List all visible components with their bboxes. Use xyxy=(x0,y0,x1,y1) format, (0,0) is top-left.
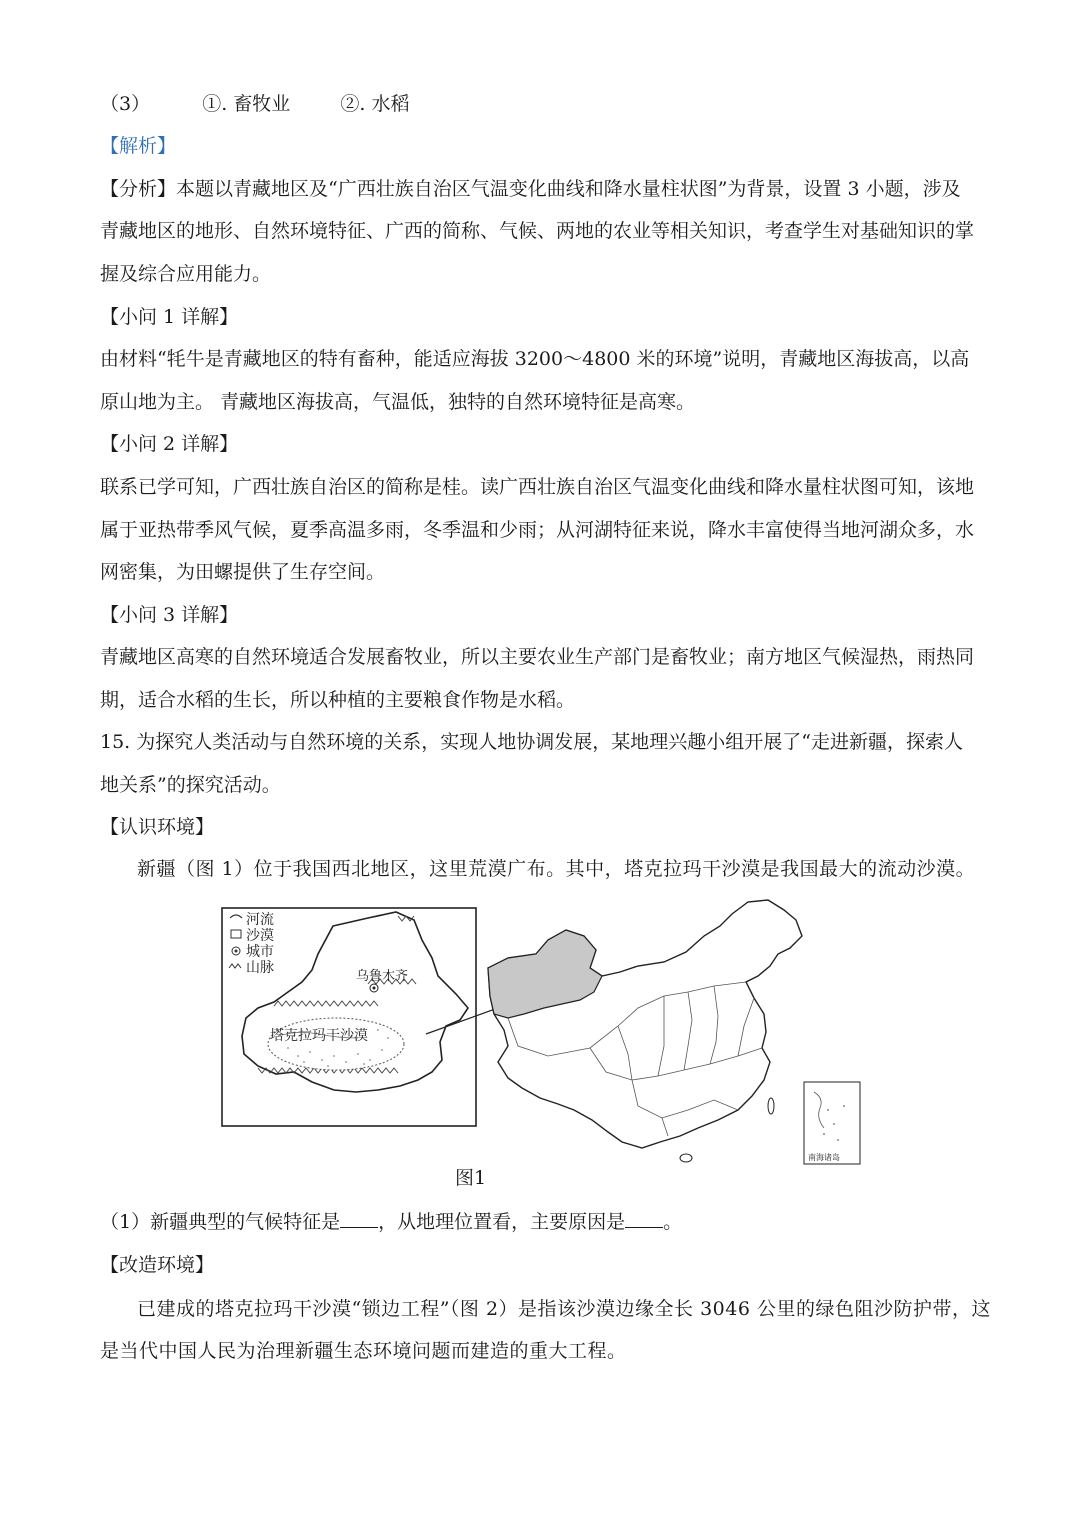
analysis-line-3: 握及综合应用能力。 xyxy=(100,263,272,285)
q1-line xyxy=(100,1209,980,1235)
city-label: 乌鲁木齐 xyxy=(356,968,409,983)
sub2-line-3: 网密集，为田螺提供了生存空间。 xyxy=(100,561,386,583)
q3-label: （3） xyxy=(100,93,151,115)
analysis-line-2: 青藏地区的地形、自然环境特征、广西的简称、气候、两地的农业等相关知识，考查学生对基础知识的掌 xyxy=(100,220,975,242)
sub3-line-1: 青藏地区高寒的自然环境适合发展畜牧业，所以主要农业生产部门是畜牧业；南方地区气候湿热，雨热同 xyxy=(100,646,975,668)
sub2-title: 【小问 2 详解】 xyxy=(100,433,239,455)
intro-paragraph: 新疆（图 1）位于我国西北地区，这里荒漠广布。其中，塔克拉玛干沙漠是我国最大的流动沙漠。 xyxy=(137,858,976,880)
q15-line-2: 地关系”的探究活动。 xyxy=(100,774,281,796)
taiwan-island xyxy=(768,1098,774,1114)
sub1-line-2: 原山地为主。 青藏地区海拔高，气温低，独特的自然环境特征是高寒。 xyxy=(100,391,696,413)
sub2-line-1: 联系已学可知，广西壮族自治区的简称是桂。读广西壮族自治区气温变化曲线和降水量柱状图可知，该地 xyxy=(100,476,975,498)
project-paragraph-2: 是当代中国人民为治理新疆生态环境问题而建造的重大工程。 xyxy=(100,1340,627,1362)
legend-mountain: 山脉 xyxy=(246,961,274,976)
legend-city: 城市 xyxy=(246,945,274,960)
section-change-env: 【改造环境】 xyxy=(100,1254,215,1276)
hainan-island xyxy=(680,1154,692,1162)
q1-part-3: 。 xyxy=(663,1211,683,1233)
project-paragraph-1: 已建成的塔克拉玛干沙漠“锁边工程”（图 2）是指该沙漠边缘全长 3046 公里的绿色阻沙防护带，这 xyxy=(137,1298,991,1320)
south-china-sea-inset xyxy=(804,1082,860,1164)
figure-1-maps xyxy=(218,896,868,1168)
q15-line-1: 15. 为探究人类活动与自然环境的关系，实现人地协调发展，某地理兴趣小组开展了“走进新疆，探索人 xyxy=(100,731,963,753)
analysis-tag: 【解析】 xyxy=(100,135,177,157)
figure-caption: 图1 xyxy=(455,1167,487,1189)
q1-part-1: （1）新疆典型的气候特征是 xyxy=(100,1211,341,1233)
inset-label: 南海诸岛 xyxy=(808,1153,840,1162)
q3-answer-1: ①. 畜牧业 xyxy=(202,93,291,115)
answer-blank-2[interactable] xyxy=(625,1209,663,1228)
china-outline xyxy=(488,900,802,1148)
desert-label: 塔克拉玛干沙漠 xyxy=(270,1029,368,1044)
legend-river: 河流 xyxy=(246,913,274,928)
analysis-line-1: 【分析】本题以青藏地区及“广西壮族自治区气温变化曲线和降水量柱状图”为背景，设置 3 小题，涉及 xyxy=(100,178,961,200)
taklamakan-desert-area xyxy=(268,1018,404,1070)
q1-part-2: ，从地理位置看，主要原因是 xyxy=(378,1211,626,1233)
sub3-title: 【小问 3 详解】 xyxy=(100,604,239,626)
answer-blank-1[interactable] xyxy=(340,1209,378,1228)
answer-line xyxy=(100,91,980,117)
section-know-env: 【认识环境】 xyxy=(100,816,215,838)
q3-answer-2: ②. 水稻 xyxy=(340,93,410,115)
sub1-title: 【小问 1 详解】 xyxy=(100,306,239,328)
sub3-line-2: 期，适合水稻的生长，所以种植的主要粮食作物是水稻。 xyxy=(100,689,576,711)
legend-desert: 沙漠 xyxy=(246,929,274,944)
maps-svg xyxy=(218,896,868,1168)
sub1-line-1: 由材料“牦牛是青藏地区的特有畜种，能适应海拔 3200～4800 米的环境”说明，青藏地区海拔高，以高 xyxy=(100,348,970,370)
sub2-line-2: 属于亚热带季风气候，夏季高温多雨，冬季温和少雨；从河湖特征来说，降水丰富使得当地河湖众多，水 xyxy=(100,519,975,541)
